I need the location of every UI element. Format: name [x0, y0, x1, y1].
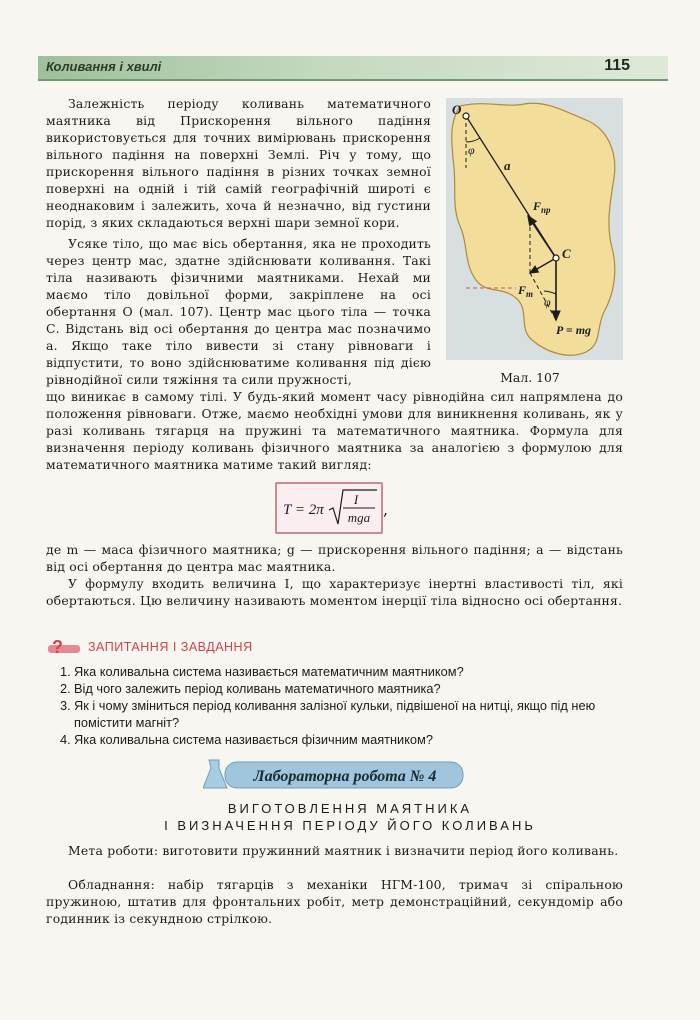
question-mark-icon — [46, 636, 82, 658]
label-a: a — [504, 158, 511, 173]
formula-lhs: T = 2π — [283, 502, 324, 518]
paragraph-formula-intro: що виникає в самому тілі. У будь-який момент часу рівнодійна сил напрямлена до положення рівноваги. Отже, маємо необхідні умови для виникнення коливань, як у разі коливань тягарця на пружині та математичного маятника. Формула для визначення періоду коливань фізичного маятника за аналогією з формулою для математичного маятника матиме такий вигляд: — [46, 389, 623, 472]
lab-title-line1: ВИГОТОВЛЕННЯ МАЯТНИКА — [227, 801, 473, 816]
questions-title: ЗАПИТАННЯ І ЗАВДАННЯ — [88, 640, 253, 654]
label-phi-O: φ — [468, 143, 475, 157]
lab-title — [0, 800, 700, 834]
page-number: 115 — [604, 57, 630, 74]
lab-equipment: Обладнання: набір тягарців з механіки НГМ-100, тримач зі спіральною пружиною, штатив для фронтальних робіт, метр демонстраційний, секундомір або годинник із секундною стрілкою. — [46, 877, 623, 926]
label-O: O — [452, 102, 462, 117]
lab-banner — [203, 758, 465, 792]
label-phi-C: φ — [544, 295, 551, 309]
center-C — [553, 255, 559, 261]
label-P: P = mg — [556, 323, 592, 337]
question-item: 2. Від чого залежить період коливань математичного маятника? — [60, 681, 441, 696]
figure-caption: Мал. 107 — [500, 370, 560, 385]
label-C: C — [562, 246, 571, 261]
pivot-O — [463, 113, 469, 119]
label-F-t: $F_т$ — [518, 283, 534, 299]
question-item: 1. Яка коливальна система називається математичним маятником? — [60, 664, 464, 679]
formula-numerator: I — [353, 492, 359, 507]
formula-denominator: mga — [347, 510, 371, 525]
label-F-pr: $F_{пр}$ — [533, 199, 551, 215]
paragraph-variables: де m — маса фізичного маятника; g — прискорення вільного падіння; a — відстань від осі обертання до центра мас маятника. — [46, 542, 623, 574]
pendulum-diagram — [446, 98, 623, 360]
section-title: Коливання і хвилі — [46, 59, 162, 74]
formula-comma: , — [383, 500, 389, 519]
figure-107 — [446, 98, 623, 360]
lab-goal: Мета роботи: виготовити пружинний маятник і визначити період його коливань. — [68, 843, 619, 858]
lab-banner-text: Лабораторна робота № 4 — [253, 768, 437, 785]
lab-title-line2: І ВИЗНАЧЕННЯ ПЕРІОДУ ЙОГО КОЛИВАНЬ — [164, 818, 536, 833]
question-item: 4. Яка коливальна система називається фізичним маятником? — [60, 732, 433, 747]
formula-box — [275, 482, 383, 534]
paragraph-moment-of-inertia: У формулу входить величина I, що характеризує інертні властивості тіл, які обертаються. Цю величину називають моментом інерції тіла відносно осі обертання. — [46, 576, 623, 608]
question-item: 3. Як і чому зміниться період коливання залізної кульки, підвішеної на нитці, якщо під нею помістити магніт? — [60, 698, 596, 730]
paragraph-physical-pendulum: Усяке тіло, що має вісь обертання, яка не проходить через центр мас, здатне здійснювати коливання. Такі тіла називають фізичними маятниками. Нехай ми маємо тіло довільної форми, закріплене на осі обертання O (мал. 107). Центр мас цього тіла — точка С. Відстань від осі обертання до центра мас позначимо a. Якщо таке тіло вивести зі стану рівноваги і відпустити, то воно здійснюватиме коливання під дією рівнодійної сили тяжіння та сили пружності, — [46, 236, 431, 387]
flask-icon — [203, 760, 227, 788]
svg-text:?: ? — [52, 637, 63, 657]
questions-heading — [46, 636, 253, 658]
running-header — [38, 56, 668, 81]
questions-list — [60, 663, 630, 748]
body-shape — [452, 103, 615, 355]
lab-banner-svg — [203, 758, 465, 792]
paragraph-gravity: Залежність періоду коливань математичного маятника від Прискорення вільного падіння використовується для точних вимірювань прискорення вільного падіння на поверхні Землі. Річ у тому, що прискорення вільного падіння в різних точках земної поверхні на одній і тій самій географічній широті є неоднаковим і залежить, хоча й незначно, від густини порід, з яких складаються верхні шари земної кори. — [46, 96, 431, 230]
formula-svg — [277, 484, 381, 532]
